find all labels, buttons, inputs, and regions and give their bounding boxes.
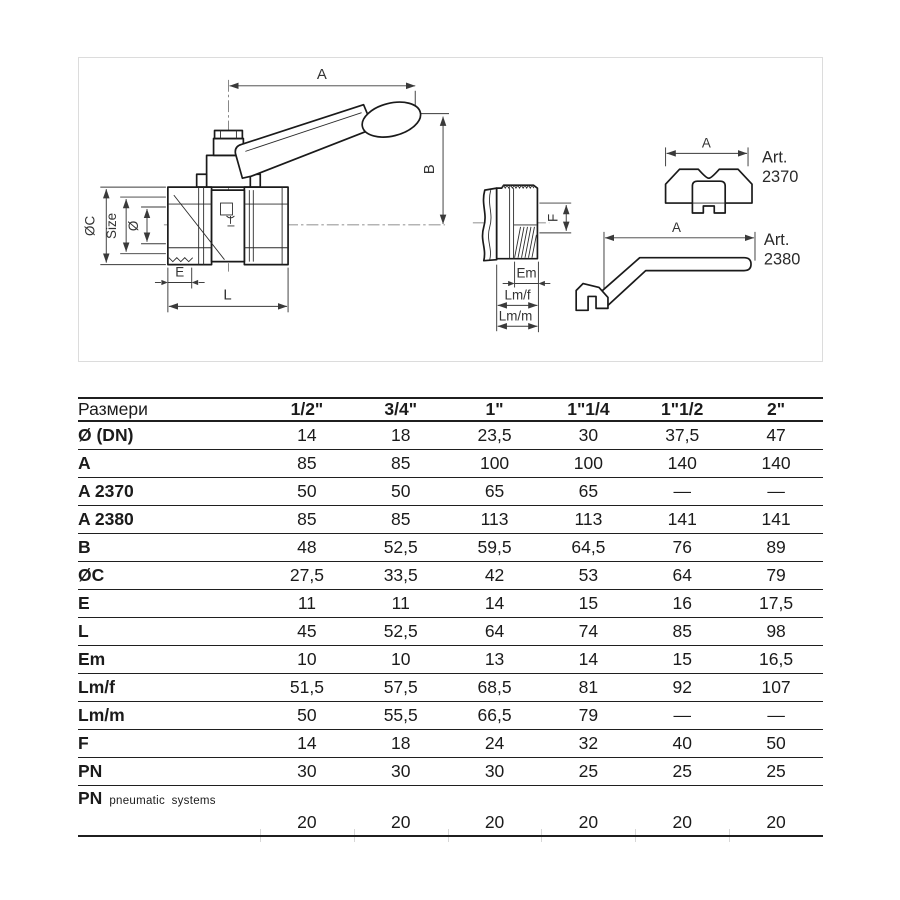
cell-value: 81: [578, 676, 599, 697]
cell-value: —: [673, 704, 691, 725]
cell-value: 20: [766, 811, 786, 832]
cell-value: 10: [391, 648, 411, 669]
left-hex-nut: [168, 187, 212, 264]
cell-value: 23,5: [477, 425, 512, 446]
cell-value: 59,5: [477, 536, 512, 557]
cell-value: 14: [297, 425, 317, 446]
cell-value: —: [673, 480, 691, 501]
row-label: Em: [78, 648, 106, 669]
column-header: 1/2": [290, 399, 324, 420]
cell-value: 27,5: [289, 564, 324, 585]
art-2370-label-line2: 2370: [761, 168, 799, 187]
table-row: [78, 645, 823, 673]
cell-value: 50: [297, 480, 317, 501]
technical-drawing: [78, 57, 823, 362]
art-2380-label-line1: Art.: [763, 230, 790, 249]
table-row: [78, 589, 823, 617]
cell-value: 25: [672, 760, 692, 781]
cell-value: 85: [391, 508, 411, 529]
table-row: [78, 673, 823, 701]
cell-value: 45: [297, 620, 317, 641]
cell-value: 14: [578, 648, 599, 669]
row-label: Ø (DN): [78, 425, 134, 446]
lever-bar: [598, 258, 751, 306]
cell-value: 100: [479, 452, 510, 473]
cell-value: 68,5: [477, 676, 512, 697]
cell-value: 14: [484, 592, 505, 613]
cell-value: 25: [766, 760, 786, 781]
cell-value: 18: [391, 425, 411, 446]
fitting-body: [497, 185, 538, 259]
right-hex-nut: [244, 187, 288, 264]
cell-value: 140: [667, 452, 697, 473]
cell-value: 65: [578, 480, 599, 501]
cell-value: 51,5: [289, 676, 324, 697]
art-2380-label-line2: 2380: [763, 250, 801, 269]
cell-value: 113: [480, 508, 509, 529]
cell-value: 107: [761, 676, 791, 697]
cell-value: 52,5: [383, 620, 418, 641]
cell-value: 50: [391, 480, 411, 501]
cell-value: 64: [672, 564, 692, 585]
cell-value: 74: [578, 620, 599, 641]
row-label: A 2370: [78, 480, 134, 501]
cell-value: 13: [484, 648, 505, 669]
dim-label-b: B: [422, 164, 439, 175]
lever-fork: [576, 284, 608, 311]
cell-value: 30: [578, 425, 599, 446]
cell-value: 141: [667, 508, 697, 529]
cell-value: 85: [672, 620, 692, 641]
row-label: B: [78, 536, 91, 557]
column-header: 3/4": [384, 399, 418, 420]
column-header: 2": [767, 399, 786, 420]
row-label: A 2380: [78, 508, 134, 529]
table-row: [78, 785, 823, 836]
row-label: PN pneumatic systems: [78, 787, 216, 808]
cell-value: 79: [578, 704, 599, 725]
cell-value: 25: [578, 760, 599, 781]
cell-value: 10: [297, 648, 317, 669]
cell-value: 57,5: [383, 676, 418, 697]
row-label: ØC: [78, 564, 105, 585]
cell-value: 66,5: [477, 704, 512, 725]
cell-value: 85: [297, 452, 317, 473]
table-size-header: Размери: [78, 399, 148, 420]
dim-label-f: F: [545, 213, 561, 223]
cell-value: 20: [391, 811, 411, 832]
table-row: [78, 617, 823, 645]
cell-value: 30: [391, 760, 411, 781]
table-row: [78, 477, 823, 505]
cell-value: 16: [672, 592, 692, 613]
dim-label-oc: ØC: [82, 215, 98, 236]
cell-value: 20: [672, 811, 692, 832]
cell-value: 113: [574, 508, 603, 529]
table-row: [78, 701, 823, 729]
table-body: [78, 421, 823, 836]
cell-value: 30: [297, 760, 317, 781]
dim-label-o: Ø: [126, 220, 142, 232]
cell-value: 15: [672, 648, 692, 669]
cell-value: 42: [484, 564, 505, 585]
dim-label-e: E: [175, 264, 185, 280]
cell-value: 76: [672, 536, 692, 557]
butterfly-hub: [692, 181, 725, 213]
cell-value: 140: [761, 452, 791, 473]
row-label: E: [78, 592, 90, 613]
cell-value: 79: [766, 564, 786, 585]
dim-label-lmm: Lm/m: [498, 308, 533, 324]
dim-label-a-2380: A: [672, 219, 681, 235]
cell-value: 98: [766, 620, 786, 641]
handle-teardrop-end: [359, 96, 425, 142]
dimensions-table: [78, 397, 823, 837]
ball-valve-main-view: [82, 67, 449, 312]
cell-value: 50: [297, 704, 317, 725]
row-label: Lm/f: [78, 676, 115, 697]
cell-value: 37,5: [665, 425, 700, 446]
cell-value: 100: [573, 452, 603, 473]
dim-label-a-2370: A: [701, 135, 711, 151]
cell-value: 64: [484, 620, 505, 641]
cell-value: 50: [766, 732, 786, 753]
row-label: Lm/m: [78, 704, 125, 725]
cell-value: 89: [766, 536, 786, 557]
cell-value: 20: [578, 811, 599, 832]
row-label: PN: [78, 760, 103, 781]
dim-label-l: L: [223, 287, 232, 304]
cell-value: 11: [297, 592, 316, 613]
cell-value: 52,5: [383, 536, 418, 557]
table-row: [78, 505, 823, 533]
cell-value: 85: [297, 508, 317, 529]
cell-value: 92: [672, 676, 692, 697]
lever-handle-view: [576, 220, 800, 310]
cell-value: 48: [297, 536, 317, 557]
cell-value: —: [767, 480, 785, 501]
cell-value: 47: [766, 425, 786, 446]
cell-value: 85: [391, 452, 411, 473]
cell-value: 40: [672, 732, 692, 753]
cell-value: 15: [578, 592, 599, 613]
cell-value: 16,5: [759, 648, 794, 669]
cell-value: 55,5: [383, 704, 418, 725]
cell-value: 32: [578, 732, 599, 753]
column-header: 1"1/4: [567, 399, 610, 420]
cell-value: 53: [578, 564, 599, 585]
cell-value: 65: [484, 480, 505, 501]
cell-value: —: [767, 704, 785, 725]
row-label: L: [78, 620, 89, 641]
cell-value: 30: [484, 760, 505, 781]
column-header: 1": [485, 399, 504, 420]
row-label: F: [78, 732, 89, 753]
cell-value: 14: [297, 732, 317, 753]
table-row: [78, 421, 823, 449]
cell-value: 141: [761, 508, 791, 529]
butterfly-handle-view: [666, 135, 799, 213]
table-row: [78, 561, 823, 589]
cell-value: 64,5: [571, 536, 606, 557]
cell-value: 11: [391, 592, 410, 613]
row-label: A: [78, 452, 91, 473]
cell-value: 17,5: [759, 592, 794, 613]
table-header-row: [78, 398, 823, 421]
threaded-fitting-view: [473, 185, 571, 332]
column-header: 1"1/2: [661, 399, 704, 420]
cell-value: 20: [484, 811, 505, 832]
table-row: [78, 533, 823, 561]
dim-label-a: A: [316, 66, 327, 83]
cell-value: 24: [484, 732, 505, 753]
table-row: [78, 449, 823, 477]
dim-label-lmf: Lm/f: [504, 287, 531, 303]
art-2370-label-line1: Art.: [761, 148, 788, 167]
dim-label-em: Em: [516, 265, 537, 281]
table-row: [78, 729, 823, 757]
table-row: [78, 757, 823, 785]
cell-value: 18: [391, 732, 411, 753]
dim-label-size: Size: [104, 212, 120, 239]
cell-value: 33,5: [383, 564, 418, 585]
cell-value: 20: [297, 811, 317, 832]
